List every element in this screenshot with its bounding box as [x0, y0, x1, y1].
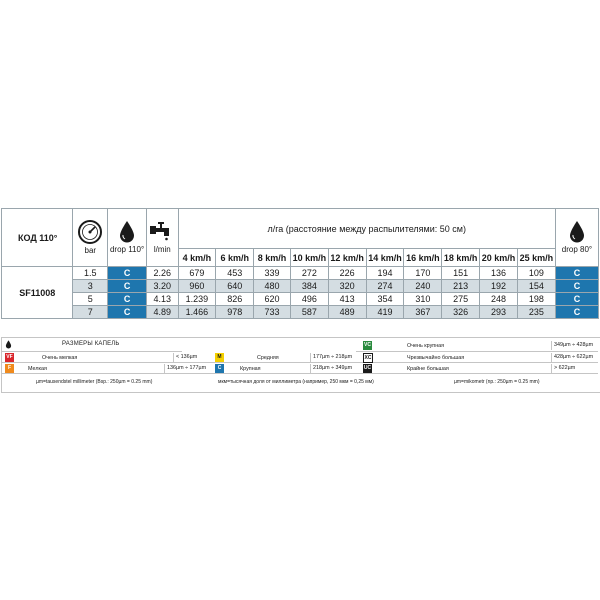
table-row: [2, 293, 599, 306]
flow-value: 4.89: [147, 306, 179, 319]
rate-value: 1.239: [178, 293, 216, 306]
table-row: [2, 267, 599, 280]
vc-label: Очень крупная: [407, 343, 445, 349]
speed-header: 20 km/h: [480, 249, 518, 267]
drop-size-badge: C: [108, 280, 147, 293]
rate-value: 960: [178, 280, 216, 293]
droplet-size-legend: [1, 337, 600, 393]
rate-value: 235: [517, 306, 555, 319]
drop80-header: [555, 209, 598, 267]
vc-badge: VC: [364, 342, 371, 348]
drop-size-badge: C: [108, 293, 147, 306]
code-label: КОД 110°: [2, 209, 73, 267]
flow-value: 3.20: [147, 280, 179, 293]
vf-badge: VF: [6, 354, 13, 360]
rate-value: 274: [366, 280, 404, 293]
rate-value: 151: [442, 267, 480, 280]
drop-size-badge: C: [108, 306, 147, 319]
table-title: л/га (расстояние между распылителями: 50 см): [178, 209, 555, 249]
rate-value: 489: [328, 306, 366, 319]
drop110-label: drop 110°: [109, 245, 145, 254]
speed-header: 10 km/h: [290, 249, 328, 267]
speed-header: 4 km/h: [178, 249, 216, 267]
rate-value: 310: [404, 293, 442, 306]
faucet-icon: [149, 220, 175, 244]
speed-header: 8 km/h: [254, 249, 291, 267]
rate-value: 213: [442, 280, 480, 293]
note-russian: мкм=тысячная доля от миллиметра (например, 250 мкм = 0,25 мм): [218, 379, 374, 385]
rate-value: 109: [517, 267, 555, 280]
xc-label: Чрезвычайно большая: [407, 355, 465, 361]
rate-value: 154: [517, 280, 555, 293]
rate-value: 226: [328, 267, 366, 280]
rate-value: 733: [254, 306, 291, 319]
rate-value: 170: [404, 267, 442, 280]
f-badge: F: [5, 364, 14, 373]
rate-value: 453: [216, 267, 254, 280]
c-label: Крупная: [240, 366, 261, 372]
rate-value: 240: [404, 280, 442, 293]
table-row: [2, 306, 599, 319]
flow-label: l/min: [153, 245, 171, 254]
rate-value: 136: [480, 267, 518, 280]
vc-range: 349µm ÷ 428µm: [551, 341, 593, 350]
drop-icon: [568, 220, 586, 244]
rate-value: 192: [480, 280, 518, 293]
drop-size-badge: C: [555, 293, 598, 306]
bar-value: 3: [73, 280, 108, 293]
flow-value: 4.13: [147, 293, 179, 306]
rate-value: 293: [480, 306, 518, 319]
model-label: SF11008: [2, 267, 73, 319]
bar-value: 1.5: [73, 267, 108, 280]
drop80-label: drop 80°: [561, 245, 593, 254]
rate-value: 413: [328, 293, 366, 306]
note-polish: µm=mikometr (np.: 250µm = 0.25 mm): [454, 379, 540, 385]
speed-header: 6 km/h: [216, 249, 254, 267]
rate-value: 326: [442, 306, 480, 319]
flow-header: [147, 209, 179, 267]
c-badge: C: [215, 364, 224, 373]
drop-size-badge: C: [555, 267, 598, 280]
nozzle-rate-table: [1, 208, 599, 319]
speed-header: 14 km/h: [366, 249, 404, 267]
rate-value: 272: [290, 267, 328, 280]
drop-size-badge: C: [555, 280, 598, 293]
rate-value: 587: [290, 306, 328, 319]
drop-icon: [5, 340, 12, 349]
xc-range: 428µm ÷ 622µm: [551, 353, 593, 362]
drop-size-badge: C: [555, 306, 598, 319]
speed-header: 18 km/h: [442, 249, 480, 267]
drop110-header: [108, 209, 147, 267]
speed-header: 12 km/h: [328, 249, 366, 267]
speed-header: 25 km/h: [517, 249, 555, 267]
drop-icon: [118, 220, 136, 244]
bar-value: 5: [73, 293, 108, 306]
rate-value: 826: [216, 293, 254, 306]
table-row: [2, 280, 599, 293]
pressure-gauge-icon: [77, 219, 103, 245]
rate-value: 198: [517, 293, 555, 306]
rate-value: 480: [254, 280, 291, 293]
m-badge: M: [215, 353, 224, 362]
c-range: 218µm ÷ 349µm: [310, 364, 352, 373]
speed-header: 16 km/h: [404, 249, 442, 267]
m-range: 177µm ÷ 218µm: [310, 353, 352, 362]
flow-value: 2.26: [147, 267, 179, 280]
drop-size-badge: C: [108, 267, 147, 280]
vf-label: Очень мелкая: [42, 355, 78, 361]
legend-heading: РАЗМЕРЫ КАПЕЛЬ: [62, 341, 120, 347]
rate-value: 339: [254, 267, 291, 280]
bar-label: bar: [84, 246, 97, 255]
rate-value: 354: [366, 293, 404, 306]
f-range: 136µm ÷ 177µm: [164, 364, 206, 373]
rate-value: 978: [216, 306, 254, 319]
uc-range: > 622µm: [551, 364, 575, 373]
rate-value: 275: [442, 293, 480, 306]
rate-value: 367: [404, 306, 442, 319]
uc-badge: UC: [363, 365, 372, 371]
bar-value: 7: [73, 306, 108, 319]
pressure-gauge-header: [73, 209, 108, 267]
m-label: Средняя: [257, 355, 279, 361]
rate-value: 496: [290, 293, 328, 306]
vf-range: < 136µm: [173, 353, 197, 362]
rate-value: 1.466: [178, 306, 216, 319]
rate-value: 640: [216, 280, 254, 293]
rate-value: 679: [178, 267, 216, 280]
rate-value: 194: [366, 267, 404, 280]
rate-value: 384: [290, 280, 328, 293]
f-label: Мелкая: [28, 366, 47, 372]
rate-value: 620: [254, 293, 291, 306]
rate-value: 320: [328, 280, 366, 293]
rate-value: 248: [480, 293, 518, 306]
note-german: µm=tausendstel millimeter (Bsp.: 250µm = 0.25 mm): [36, 379, 153, 385]
rate-value: 419: [366, 306, 404, 319]
uc-label: Крайне большая: [407, 366, 449, 372]
xc-badge: XC: [364, 355, 372, 361]
